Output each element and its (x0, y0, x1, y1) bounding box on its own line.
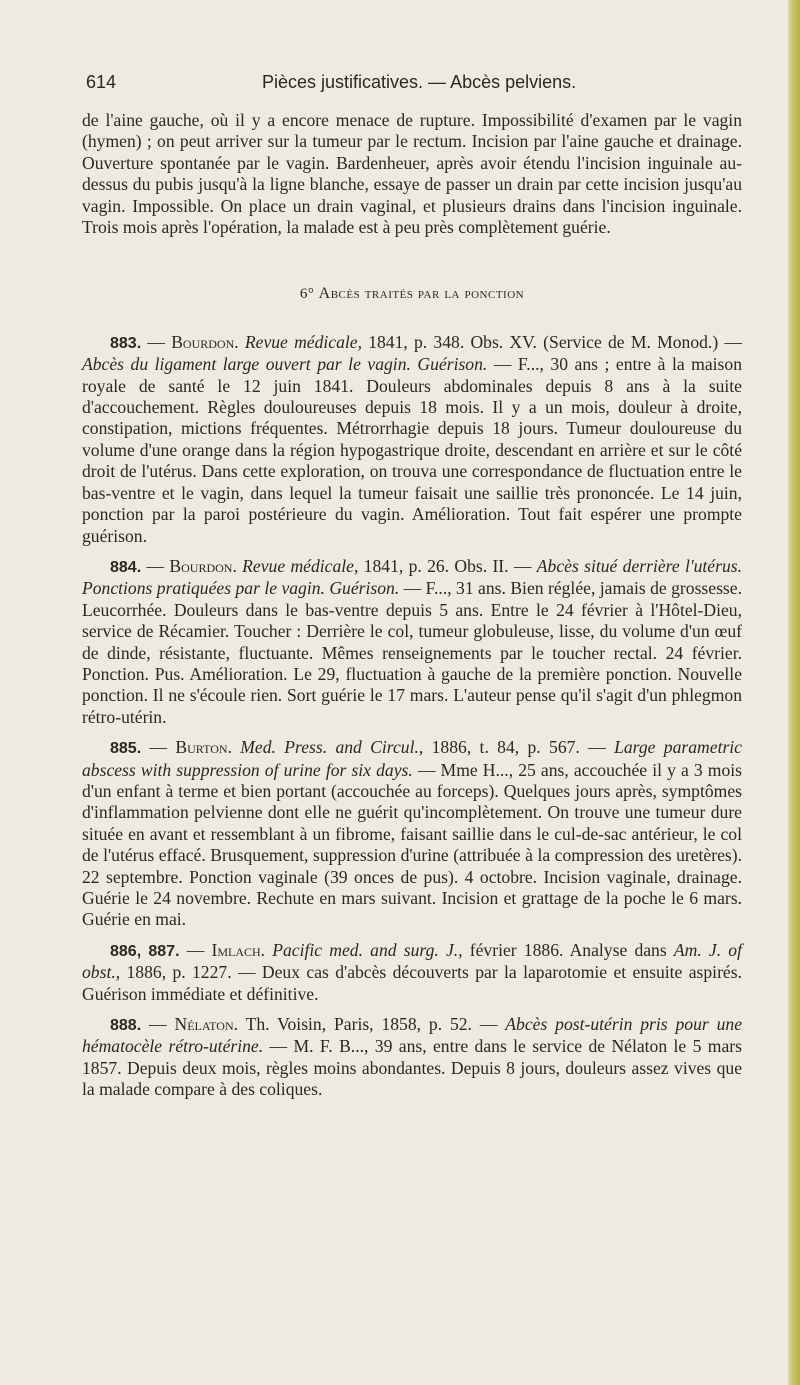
page-header (0, 72, 788, 96)
entry-title: Large parametric abscess with suppression of urine for six days. (82, 737, 742, 780)
entry-886-887: 886, 887. — Imlach. Pacific med. and surg. J., février 1886. Analyse dans Am. J. of obst., 1886, p. 1227. — Deux cas d'abcès découverts par la laparotomie et ensuite aspirés. Guérison immédiate et définitive. (82, 939, 742, 1004)
entry-884: 884. — Bourdon. Revue médicale, 1841, p. 26. Obs. II. — Abcès situé derrière l'utérus. Ponctions pratiquées par le vagin. Guérison. — F..., 31 ans. Bien réglée, jamais de grossesse. Leucorrhée. Douleurs dans le bas-ventre depuis 5 ans. Entre le 24 février à l'Hôtel-Dieu, service de Récamier. Toucher : Derrière le col, tumeur globuleuse, lisse, du volume d'un œuf de dinde, résistante, fluctuante. Mêmes renseignements par le toucher rectal. 24 février. Ponction. Pus. Amélioration. Le 29, fluctuation à gauche de la première ponction. Nouvelle ponction. Il ne s'écoule rien. Sort guérie le 17 mars. L'auteur pense qu'il s'agit d'un phlegmon rétro-utérin. (82, 555, 743, 727)
entry-title: Am. J. of obst., (82, 939, 742, 983)
entry-author: Burton. (175, 737, 232, 758)
entry-journal: Revue médicale, (242, 555, 359, 576)
entry-text: 1886, p. 1227. — Deux cas d'abcès découverts par la laparotomie et ensuite aspirés. Guérison immédiate et définitive. (82, 962, 742, 1004)
entry-author: Imlach. (211, 939, 266, 960)
entry-reference: Th. Voisin, Paris, 1858, p. 52. — (238, 1014, 506, 1035)
entry-title: Abcès du ligament large ouvert par le vagin. Guérison. (82, 354, 488, 375)
entry-reference: février 1886. Analyse dans (462, 939, 674, 960)
entry-title: Abcès situé derrière l'utérus. Ponctions pratiquées par le vagin. Guérison. (82, 555, 743, 599)
entry-number: 888. (110, 1017, 142, 1035)
entry-text: — Mme H..., 25 ans, accouchée il y a 3 mois d'un enfant à terme et bien portant (accouchée au forceps). Quelques jours après, symptômes d'inflammation pelvienne dont elle ne guérit qu'incomplètement. On trouve une tumeur dure située en avant et ressemblant à un fibrome, faisant saillie dans le cul-de-sac antérieur, le col de l'utérus effacé. Brusquement, suppression d'urine (attribuée à la compression des uretères). 22 septembre. Ponction vaginale (39 onces de pus). 4 octobre. Incision vaginale, drainage. Guérie le 24 novembre. Rechute en mars suivant. Incision et grattage de la poche le 6 mars. Guérie en mai. (82, 759, 743, 930)
running-title: Pièces justificatives. — Abcès pelviens. (262, 72, 577, 92)
entry-journal: Med. Press. and Circul., (240, 737, 424, 758)
entry-885: 885. — Burton. Med. Press. and Circul., 1886, t. 84, p. 567. — Large parametric abscess with suppression of urine for six days. — Mme H..., 25 ans, accouchée il y a 3 mois d'un enfant à terme et bien portant (accouchée au forceps). Quelques jours après, symptômes d'inflammation pelvienne dont elle ne guérit qu'incomplètement. On trouve une tumeur dure située en avant et ressemblant à un fibrome, faisant saillie dans le cul-de-sac antérieur, le col de l'utérus effacé. Brusquement, suppression d'urine (attribuée à la compression des uretères). 22 septembre. Ponction vaginale (39 onces de pus). 4 octobre. Incision vaginale, drainage. Guérie le 24 novembre. Rechute en mars suivant. Incision et grattage de la poche le 6 mars. Guérie en mai. (82, 737, 743, 930)
entry-number: 883. (110, 334, 142, 352)
entry-reference: 1841, p. 26. Obs. II. — (358, 555, 537, 576)
entry-title: Abcès post-utérin pris pour une hématocèle rétro-utérine. (82, 1014, 743, 1057)
body-text (82, 110, 742, 1110)
entry-text: — F..., 31 ans. Bien réglée, jamais de grossesse. Leucorrhée. Douleurs dans le bas-ventre depuis 5 ans. Entre le 24 février à l'Hôtel-Dieu, service de Récamier. Toucher : Derrière le col, tumeur globuleuse, lisse, du volume d'un œuf de dinde, résistante, fluctuante. Mêmes renseignements par le toucher rectal. 24 février. Ponction. Pus. Amélioration. Le 29, fluctuation à gauche de la première ponction. Nouvelle ponction. Il ne s'écoule rien. Sort guérie le 17 mars. L'auteur pense qu'il s'agit d'un phlegmon rétro-utérin. (82, 578, 742, 727)
entry-883: 883. — Bourdon. Revue médicale, 1841, p. 348. Obs. XV. (Service de M. Monod.) — Abcès du ligament large ouvert par le vagin. Guérison. — F..., 30 ans ; entre à la maison royale de santé le 12 juin 1841. Douleurs abdominales depuis 8 ans à la suite d'accouchement. Règles douloureuses depuis 18 mois. Il y a un mois, douleur à droite, constipation, mictions fréquentes. Métrorrhagie depuis 18 jours. Tumeur douloureuse du volume d'une orange dans la région hypogastrique droite, descendant en arrière et sur le côté droit de l'utérus. Dans cette exploration, on trouva une correspondance de fluctuation entre le bas-ventre et le vagin, dans lequel la tumeur faisait une saillie très prononcée. Le 14 juin, ponction par la paroi postérieure du vagin. Amélioration. Tout fait espérer une prompte guérison. (82, 331, 742, 546)
section-title: Abcès traités par la ponction (318, 285, 525, 303)
entry-text: — M. F. B..., 39 ans, entre dans le service de Nélaton le 5 mars 1857. Depuis deux mois, règles moins abondantes. Depuis 8 jours, douleurs assez vives que la malade compare à des coliques. (82, 1036, 742, 1100)
entry-author: Nélaton. (174, 1014, 239, 1035)
entry-text: — F..., 30 ans ; entre à la maison royale de santé le 12 juin 1841. Douleurs abdominales depuis 8 ans à la suite d'accouchement. Règles douloureuses depuis 18 mois. Il y a un mois, douleur à droite, constipation, mictions fréquentes. Métrorrhagie depuis 18 jours. Tumeur douloureuse du volume d'une orange dans la région hypogastrique droite, descendant en arrière et sur le côté droit de l'utérus. Dans cette exploration, on trouva une correspondance de fluctuation entre le bas-ventre et le vagin, dans lequel la tumeur faisait une saillie très prononcée. Le 14 juin, ponction par la paroi postérieure du vagin. Amélioration. Tout fait espérer une prompte guérison. (82, 354, 742, 546)
entry-journal: Revue médicale, (244, 331, 362, 352)
entry-author: Bourdon. (169, 555, 237, 576)
entry-number: 886, 887. (110, 942, 180, 960)
entry-reference: 1841, p. 348. Obs. XV. (Service de M. Monod.) — (361, 331, 742, 352)
section-heading (82, 283, 742, 305)
entry-number: 885. (110, 740, 142, 758)
entry-888: 888. — Nélaton. Th. Voisin, Paris, 1858, p. 52. — Abcès post-utérin pris pour une hématocèle rétro-utérine. — M. F. B..., 39 ans, entre dans le service de Nélaton le 5 mars 1857. Depuis deux mois, règles moins abondantes. Depuis 8 jours, douleurs assez vives que la malade compare à des coliques. (82, 1014, 743, 1100)
page-edge (788, 0, 800, 1385)
entry-journal: Pacific med. and surg. J., (272, 939, 463, 960)
continuation-paragraph: de l'aine gauche, où il y a encore menace de rupture. Impossibilité d'examen par le vagin (hymen) ; on peut arriver sur la tumeur par le rectum. Incision par l'aine gauche et drainage. Ouverture spontanée par le vagin. Bardenheuer, après avoir étendu l'incision inguinale au-dessus du pubis jusqu'à la ligne blanche, essaye de passer un drain par cette incision jusqu'au vagin. Impossible. On place un drain vaginal, et plusieurs drains dans l'incision inguinale. Trois mois après l'opération, la malade est à peu près complètement guérie. (82, 110, 742, 238)
entry-number: 884. (110, 558, 142, 576)
page-number: 614 (86, 72, 117, 92)
entry-reference: 1886, t. 84, p. 567. — (423, 737, 615, 758)
entry-author: Bourdon. (171, 331, 239, 352)
section-number: 6° (299, 286, 315, 303)
